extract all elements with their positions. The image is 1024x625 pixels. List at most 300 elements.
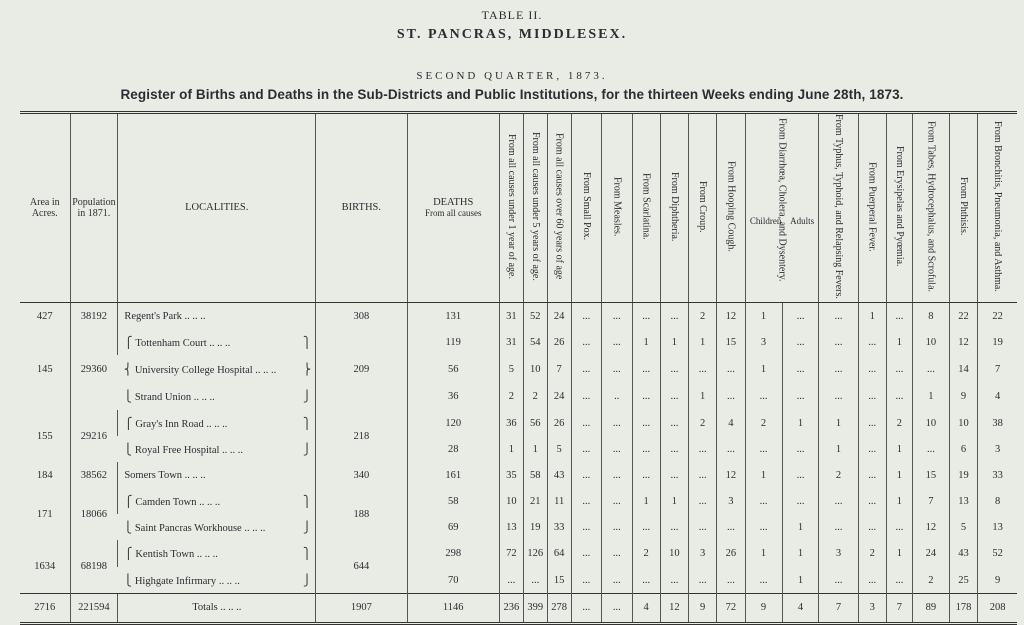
cell-value: ... (858, 329, 886, 355)
cell-births: 644 (316, 540, 407, 593)
cell-value: 2 (858, 540, 886, 567)
brace-left: ⎧ (124, 336, 136, 349)
cell-value: 12 (717, 302, 745, 329)
locality-name: Regent's Park (124, 311, 182, 323)
cell-value: 2 (523, 383, 547, 410)
cell-value: 3 (819, 540, 858, 567)
cell-area: 184 (36, 469, 53, 481)
total-value: 208 (978, 593, 1017, 623)
leader-dots: .. .. .. (217, 602, 242, 614)
cell-value: 4 (717, 410, 745, 436)
cell-value: 14 (949, 355, 977, 383)
cell-value: 10 (499, 488, 523, 514)
cell-value: ... (571, 302, 601, 329)
cell-value: ... (745, 436, 782, 462)
cell-value: ... (571, 540, 601, 567)
cell-value: ... (717, 567, 745, 593)
col-localities: LOCALITIES. (118, 113, 316, 303)
cell-value: 15 (547, 567, 571, 593)
leader-dots: .. .. .. (241, 522, 266, 534)
cell-value: 9 (949, 383, 977, 410)
cell-value: 15 (912, 462, 949, 488)
cell-value: ... (689, 462, 717, 488)
cell-value: 1 (660, 488, 688, 514)
cell-value: 2 (689, 302, 717, 329)
brace-right: ⎭ (302, 391, 312, 404)
cell-value: 52 (978, 540, 1017, 567)
cell-value: ... (912, 436, 949, 462)
cell-value: ... (523, 567, 547, 593)
table-row (20, 514, 1017, 540)
cell-area: 171 (36, 508, 53, 520)
total-value: 399 (523, 593, 547, 623)
total-value: ... (571, 593, 601, 623)
cell-value: ... (571, 488, 601, 514)
col-hooping-cough: From Hooping Cough. (717, 113, 745, 303)
cell-value: 1 (858, 302, 886, 329)
leader-dots: .. .. .. (194, 549, 218, 561)
cell-births: 218 (316, 410, 407, 462)
col-population: Population in 1871. (70, 113, 118, 303)
quarter-title: SECOND QUARTER, 1873. (416, 70, 608, 82)
cell-value: ... (571, 410, 601, 436)
leader-dots: .. .. .. (219, 444, 244, 456)
cell-value: 1 (523, 436, 547, 462)
header-row (20, 113, 1017, 303)
cell-value: ... (660, 302, 688, 329)
cell-area: 1634 (34, 561, 56, 573)
brace-right: ⎭ (302, 521, 312, 534)
cell-value: 1 (782, 567, 819, 593)
cell-value: ... (660, 462, 688, 488)
cell-value: 5 (949, 514, 977, 540)
cell-value: ... (571, 436, 601, 462)
cell-value: 64 (547, 540, 571, 567)
cell-value: 43 (949, 540, 977, 567)
cell-value: ... (886, 514, 912, 540)
cell-deaths: 119 (407, 329, 499, 355)
cell-value: 10 (523, 355, 547, 383)
cell-value: 36 (499, 410, 523, 436)
cell-value: 2 (499, 383, 523, 410)
cell-value: 8 (978, 488, 1017, 514)
cell-value: 12 (912, 514, 949, 540)
col-croup: From Croup. (689, 113, 717, 303)
table-row (20, 540, 1017, 567)
cell-deaths: 69 (407, 514, 499, 540)
cell-value: ... (571, 355, 601, 383)
cell-value: 11 (547, 488, 571, 514)
table-row (20, 462, 1017, 488)
cell-value: 1 (745, 540, 782, 567)
total-value: 12 (660, 593, 688, 623)
cell-value: ... (660, 567, 688, 593)
table-number: TABLE II. (481, 8, 543, 22)
cell-value: ... (660, 410, 688, 436)
cell-value: ... (660, 383, 688, 410)
cell-population: 29216 (70, 410, 118, 462)
brace-right: ⎫ (302, 495, 312, 508)
totals-row (20, 593, 1017, 623)
cell-value: ... (632, 514, 660, 540)
register-table (20, 111, 1017, 625)
cell-area: 427 (36, 310, 53, 322)
cell-locality (118, 514, 316, 540)
cell-value: ... (858, 567, 886, 593)
cell-value: 3 (745, 329, 782, 355)
cell-value: ... (858, 514, 886, 540)
totals-label: Totals (192, 602, 218, 614)
total-value: 178 (949, 593, 977, 623)
cell-value: 2 (886, 410, 912, 436)
cell-locality (118, 355, 316, 383)
total-value: 236 (499, 593, 523, 623)
cell-value: ... (819, 488, 858, 514)
table-row (20, 488, 1017, 514)
col-typhus: From Typhus, Typhoid, and Relapsing Fevers. (819, 113, 858, 303)
cell-value: 10 (912, 410, 949, 436)
col-diphtheria: From Diphtheria. (660, 113, 688, 303)
cell-value: 7 (912, 488, 949, 514)
brace-left: ⎨ (123, 363, 135, 376)
table-row (20, 436, 1017, 462)
table-row (20, 302, 1017, 329)
col-tabes: From Tabes, Hydrocephalus, and Scrofula. (912, 113, 949, 303)
table-row (20, 567, 1017, 593)
cell-value: ... (602, 514, 632, 540)
col-measles: From Measles. (602, 113, 632, 303)
cell-value: ... (782, 383, 819, 410)
brace-left: ⎩ (123, 521, 135, 534)
cell-value: ... (819, 383, 858, 410)
cell-locality (118, 436, 316, 462)
col-deaths: DEATHS From all causes (407, 113, 499, 303)
leader-dots: .. .. .. (216, 575, 240, 587)
cell-value: ... (689, 514, 717, 540)
cell-value: ... (819, 567, 858, 593)
cell-locality (118, 329, 316, 355)
cell-value: ... (717, 355, 745, 383)
cell-value: ... (632, 567, 660, 593)
locality-name: Royal Free Hospital (134, 444, 220, 456)
cell-value: ... (745, 514, 782, 540)
cell-value: ... (858, 410, 886, 436)
cell-deaths: 36 (407, 383, 499, 410)
cell-value: ... (660, 355, 688, 383)
cell-value: 26 (717, 540, 745, 567)
cell-value: 3 (689, 540, 717, 567)
locality-name: Strand Union (134, 392, 192, 404)
sub-children: Children (749, 216, 782, 226)
cell-value: 1 (886, 329, 912, 355)
cell-value: ... (745, 383, 782, 410)
cell-value: ... (632, 410, 660, 436)
cell-value: 13 (978, 514, 1017, 540)
cell-value: 2 (745, 410, 782, 436)
cell-value: 1 (782, 540, 819, 567)
total-value: 72 (717, 593, 745, 623)
cell-value: ... (660, 514, 688, 540)
cell-locality (118, 383, 316, 410)
cell-value: ... (717, 383, 745, 410)
cell-value: 38 (978, 410, 1017, 436)
cell-value: 1 (912, 383, 949, 410)
cell-value: ... (632, 355, 660, 383)
cell-value: 25 (949, 567, 977, 593)
leader-dots: .. .. .. (196, 496, 221, 508)
cell-deaths: 56 (407, 355, 499, 383)
cell-value: ... (819, 329, 858, 355)
cell-value: 35 (499, 462, 523, 488)
cell-value: 1 (745, 302, 782, 329)
cell-value: 1 (660, 329, 688, 355)
col-births: BIRTHS. (316, 113, 407, 303)
col-phthisis: From Phthisis. (949, 113, 977, 303)
col-puerperal: From Puerperal Fever. (858, 113, 886, 303)
cell-value: 22 (978, 302, 1017, 329)
col-area: Area in Acres. (20, 113, 70, 303)
brace-right: ⎫ (302, 548, 312, 561)
cell-deaths: 161 (407, 462, 499, 488)
cell-value: 26 (547, 329, 571, 355)
total-value: 7 (886, 593, 912, 623)
cell-value: 7 (978, 355, 1017, 383)
cell-value: 2 (819, 462, 858, 488)
brace-right: ⎬ (302, 363, 312, 376)
cell-value: 1 (745, 355, 782, 383)
cell-births: 340 (316, 462, 407, 488)
cell-value: ... (886, 355, 912, 383)
cell-value: 1 (886, 488, 912, 514)
place-title: ST. PANCRAS, MIDDLESEX. (396, 27, 628, 42)
col-scarlatina: From Scarlatina. (632, 113, 660, 303)
cell-value: 12 (949, 329, 977, 355)
leader-dots: .. .. .. (206, 337, 231, 349)
cell-value: 1 (499, 436, 523, 462)
col-under-5: From all causes under 5 years of age. (523, 113, 547, 303)
locality-name: Tottenham Court (135, 337, 207, 349)
total-value: 89 (912, 593, 949, 623)
locality-name: Camden Town (135, 496, 197, 508)
cell-value: 1 (886, 436, 912, 462)
cell-value: 33 (547, 514, 571, 540)
cell-value: ... (571, 329, 601, 355)
cell-locality (118, 567, 316, 593)
total-value: ... (602, 593, 632, 623)
cell-value: ... (886, 383, 912, 410)
leader-dots: .. .. .. (191, 392, 215, 404)
brace-right: ⎭ (302, 574, 312, 587)
cell-locality (118, 540, 316, 567)
locality-name: Highgate Infirmary (134, 575, 217, 587)
cell-value: ... (632, 462, 660, 488)
leader-dots: .. .. .. (182, 470, 206, 482)
cell-value: 43 (547, 462, 571, 488)
cell-value: 22 (949, 302, 977, 329)
cell-value: 21 (523, 488, 547, 514)
cell-population: 29360 (70, 329, 118, 410)
cell-value: ... (912, 355, 949, 383)
cell-value: 54 (523, 329, 547, 355)
brace-right: ⎫ (302, 417, 312, 430)
cell-value: ... (717, 514, 745, 540)
cell-value: ... (858, 462, 886, 488)
locality-name: Kentish Town (135, 549, 195, 561)
cell-area: 155 (36, 430, 53, 442)
cell-value: 1 (632, 488, 660, 514)
cell-value: 1 (819, 436, 858, 462)
cell-value: 6 (949, 436, 977, 462)
locality-name: Somers Town (124, 470, 183, 482)
cell-value: ... (602, 488, 632, 514)
cell-value: ... (632, 383, 660, 410)
cell-population: 38192 (70, 302, 118, 329)
cell-locality (118, 302, 316, 329)
cell-value: 13 (949, 488, 977, 514)
cell-value: ... (886, 302, 912, 329)
cell-value: ... (499, 567, 523, 593)
cell-deaths: 70 (407, 567, 499, 593)
cell-value: 19 (978, 329, 1017, 355)
cell-value: ... (819, 514, 858, 540)
cell-value: 26 (547, 410, 571, 436)
cell-value: 19 (523, 514, 547, 540)
brace-left: ⎧ (124, 495, 136, 508)
col-over-60: From all causes over 60 years of age (547, 113, 571, 303)
table-row (20, 329, 1017, 355)
cell-value: ... (782, 462, 819, 488)
total-population: 221594 (70, 593, 118, 623)
cell-value: ... (858, 355, 886, 383)
cell-value: ... (858, 383, 886, 410)
total-value: 3 (858, 593, 886, 623)
cell-value: ... (602, 302, 632, 329)
cell-value: ... (689, 355, 717, 383)
cell-deaths: 298 (407, 540, 499, 567)
cell-value: ... (782, 488, 819, 514)
cell-value: ... (632, 302, 660, 329)
cell-area: 145 (36, 364, 53, 376)
cell-value: 52 (523, 302, 547, 329)
cell-population: 38562 (70, 462, 118, 488)
cell-value: ... (602, 355, 632, 383)
cell-deaths: 28 (407, 436, 499, 462)
total-value: 9 (689, 593, 717, 623)
cell-value: ... (745, 488, 782, 514)
cell-population: 18066 (70, 488, 118, 540)
brace-left: ⎩ (123, 443, 135, 456)
table-subtitle: Register of Births and Deaths in the Sub-Districts and Public Institutions, for the thirteen Weeks ending June 28th, 1873. (120, 87, 904, 102)
cell-value: 7 (547, 355, 571, 383)
leader-dots: .. .. .. (181, 311, 206, 323)
cell-value: ... (782, 329, 819, 355)
cell-value: ... (602, 462, 632, 488)
cell-value: 72 (499, 540, 523, 567)
cell-value: ... (717, 436, 745, 462)
cell-value: 1 (689, 383, 717, 410)
cell-value: 126 (523, 540, 547, 567)
cell-value: 24 (547, 302, 571, 329)
cell-value: ... (858, 488, 886, 514)
cell-value: 24 (912, 540, 949, 567)
cell-value: ... (602, 567, 632, 593)
cell-value: ... (689, 567, 717, 593)
cell-value: 1 (745, 462, 782, 488)
cell-births: 308 (316, 302, 407, 329)
cell-value: 1 (782, 410, 819, 436)
cell-value: ... (571, 514, 601, 540)
cell-value: ... (571, 383, 601, 410)
cell-value: 2 (689, 410, 717, 436)
brace-left: ⎧ (124, 417, 136, 430)
cell-value: ... (571, 567, 601, 593)
cell-population: 68198 (70, 540, 118, 593)
cell-value: 5 (547, 436, 571, 462)
cell-value: 8 (912, 302, 949, 329)
cell-value: ... (571, 462, 601, 488)
cell-value: 1 (886, 540, 912, 567)
cell-value: 31 (499, 302, 523, 329)
cell-deaths: 58 (407, 488, 499, 514)
cell-value: ... (602, 410, 632, 436)
cell-value: ... (660, 436, 688, 462)
cell-value: 24 (547, 383, 571, 410)
cell-value: 13 (499, 514, 523, 540)
leader-dots: .. .. .. (203, 418, 228, 430)
cell-value: 3 (717, 488, 745, 514)
leader-dots: .. .. .. (252, 364, 277, 376)
locality-name: Saint Pancras Workhouse (134, 522, 242, 534)
cell-value: ... (602, 329, 632, 355)
col-under-1: From all causes under 1 year of age. (499, 113, 523, 303)
cell-value: 12 (717, 462, 745, 488)
cell-value: 1 (632, 329, 660, 355)
locality-name: Gray's Inn Road (135, 418, 204, 430)
cell-value: 19 (949, 462, 977, 488)
col-erysipelas: From Erysipelas and Pyœmia. (886, 113, 912, 303)
cell-value: 1 (819, 410, 858, 436)
cell-value: .. (602, 383, 632, 410)
brace-left: ⎩ (123, 574, 135, 587)
col-diarrhoea: From Diarrhœa, Cholera, and Dysentery. Children Adults (745, 113, 819, 303)
total-value: 4 (632, 593, 660, 623)
total-value: 278 (547, 593, 571, 623)
table-row (20, 410, 1017, 436)
cell-value: 5 (499, 355, 523, 383)
cell-value: 58 (523, 462, 547, 488)
total-area: 2716 (20, 593, 70, 623)
cell-value: 15 (717, 329, 745, 355)
cell-value: ... (858, 436, 886, 462)
cell-locality (118, 462, 316, 488)
cell-value: ... (632, 436, 660, 462)
total-births: 1907 (316, 593, 407, 623)
table-row (20, 355, 1017, 383)
brace-right: ⎭ (302, 443, 312, 456)
cell-value: ... (745, 567, 782, 593)
total-value: 4 (782, 593, 819, 623)
sub-adults: Adults (790, 216, 815, 226)
total-value: 9 (745, 593, 782, 623)
cell-value: 56 (523, 410, 547, 436)
cell-value: ... (689, 436, 717, 462)
cell-value: ... (602, 540, 632, 567)
cell-value: 4 (978, 383, 1017, 410)
cell-value: ... (819, 302, 858, 329)
cell-value: ... (886, 567, 912, 593)
cell-value: 1 (886, 462, 912, 488)
table-row (20, 383, 1017, 410)
